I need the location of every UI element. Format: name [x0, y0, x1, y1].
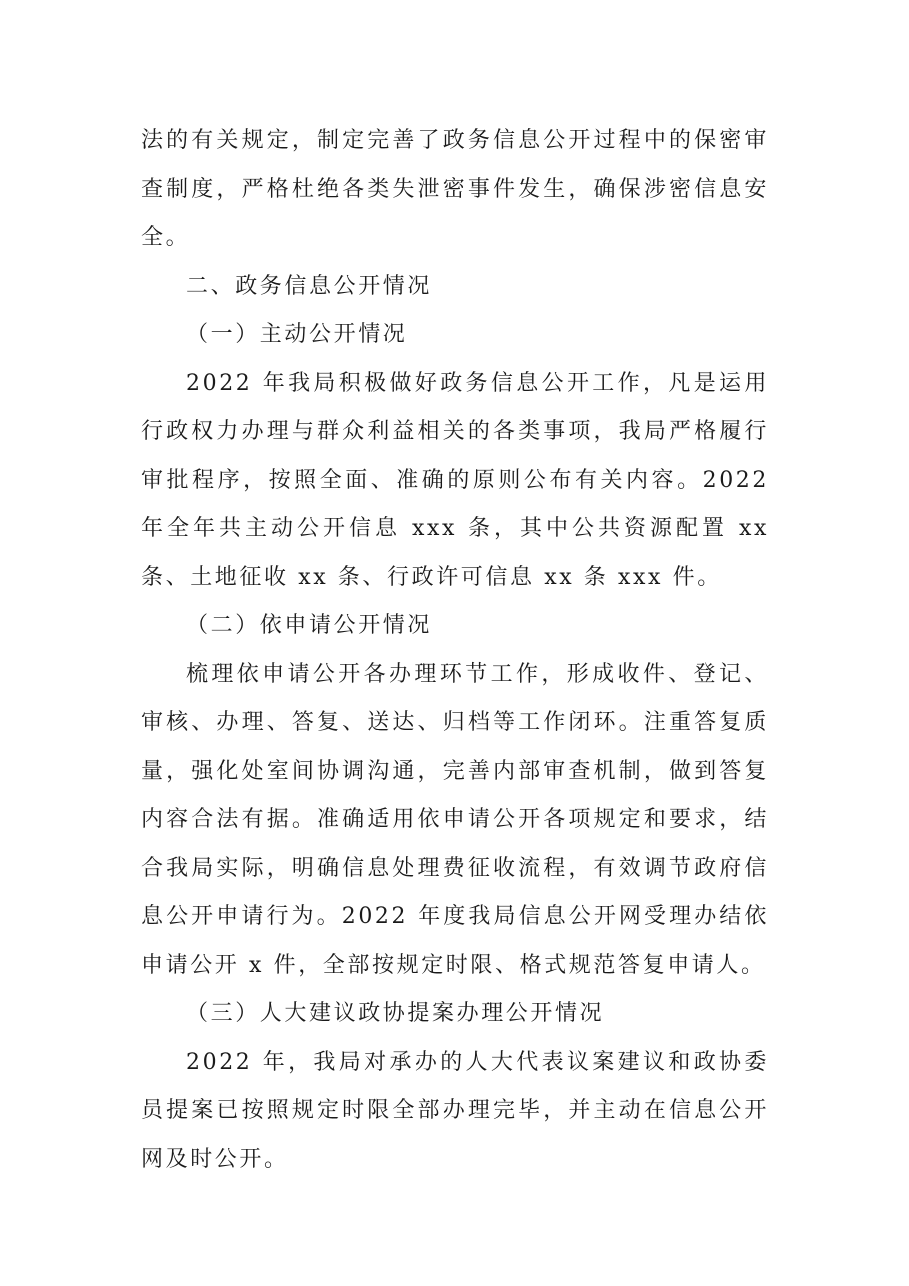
body-paragraph-proactive: 2022 年我局积极做好政务信息公开工作，凡是运用行政权力办理与群众利益相关的各类事项，我局严格履行审批程序，按照全面、准确的原则公布有关内容。2022 年全年共主动公开信息 xxx 条，其中公共资源配置 xx 条、土地征收 xx 条、行政许可信息 xx 条 xxx 件。 [141, 370, 769, 590]
body-paragraph-on-request: 梳理依申请公开各办理环节工作，形成收件、登记、审核、办理、答复、送达、归档等工作闭环。注重答复质量，强化处室间协调沟通，完善内部审查机制，做到答复内容合法有据。准确适用依申请公开各项规定和要求，结合我局实际，明确信息处理费征收流程，有效调节政府信息公开申请行为。2022 年度我局信息公开网受理办结依申请公开 x 件，全部按规定时限、格式规范答复申请人。 [141, 661, 769, 978]
continuation-paragraph: 法的有关规定，制定完善了政务信息公开过程中的保密审查制度，严格杜绝各类失泄密事件发生，确保涉密信息安全。 [141, 128, 769, 250]
document-body [141, 117, 769, 1184]
subsection-heading-proposals: （三）人大建议政协提案办理公开情况 [186, 1001, 605, 1026]
section-heading: 二、政务信息公开情况 [186, 273, 433, 299]
body-paragraph-proposals: 2022 年，我局对承办的人大代表议案建议和政协委员提案已按照规定时限全部办理完毕，并主动在信息公开网及时公开。 [141, 1049, 769, 1172]
subsection-heading-proactive: （一）主动公开情况 [186, 322, 408, 347]
subsection-heading-on-request: （二）依申请公开情况 [186, 613, 433, 638]
